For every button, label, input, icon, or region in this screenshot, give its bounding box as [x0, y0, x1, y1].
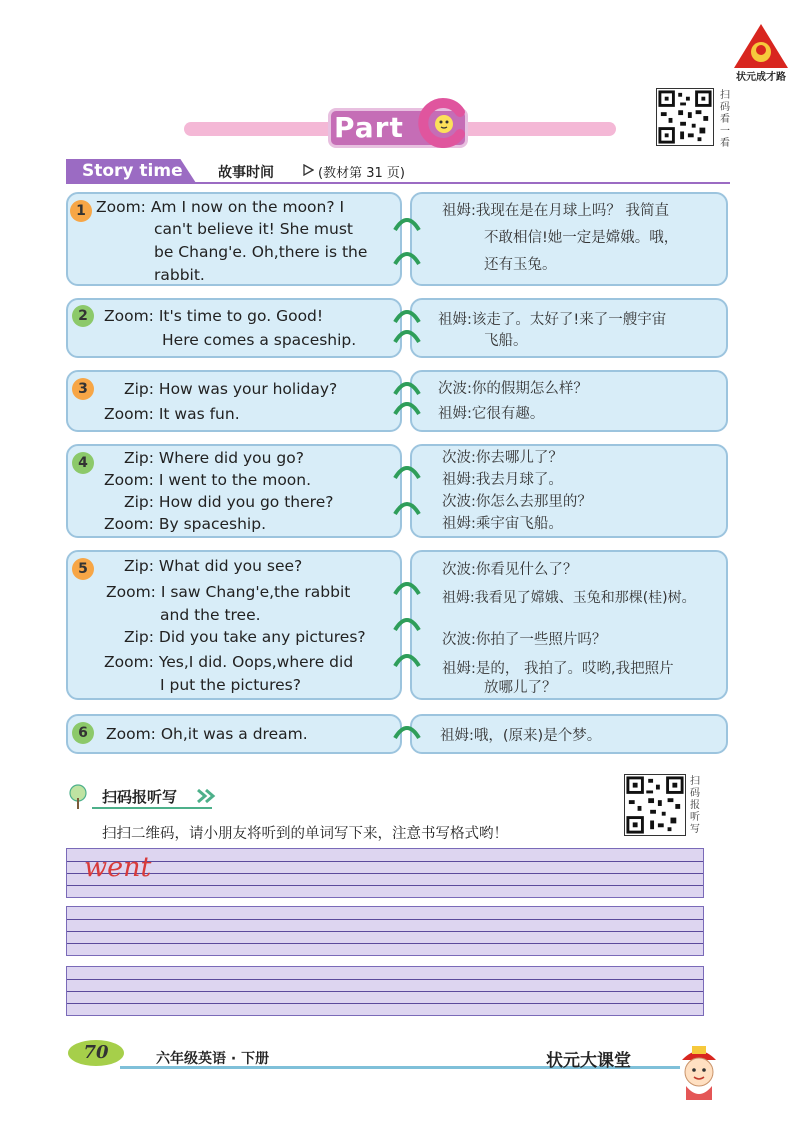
binder-ring-icon — [392, 326, 422, 344]
english-line: rabbit. — [154, 266, 205, 284]
brand-name: 状元大课堂 — [546, 1051, 631, 1071]
english-line: Zoom: I went to the moon. — [104, 471, 312, 489]
binder-ring-icon — [392, 378, 422, 396]
binder-ring-icon — [392, 398, 422, 416]
english-line: Zoom: Am I now on the moon? I — [96, 198, 345, 216]
textbook-reference: (教材第 31 页) — [318, 166, 405, 181]
english-line: and the tree. — [160, 606, 261, 624]
dialog-number: 6 — [72, 722, 94, 744]
chinese-line: 次波:你拍了一些照片吗？ — [442, 632, 607, 648]
chinese-line: 飞船。 — [484, 333, 528, 349]
binder-ring-icon — [392, 722, 422, 740]
english-line: I put the pictures? — [160, 676, 301, 694]
dictation-answer: went — [84, 852, 152, 883]
english-line: Zip: How was your holiday? — [124, 380, 338, 398]
english-line: Zoom: It's time to go. Good! — [104, 307, 324, 325]
binder-ring-icon — [392, 578, 422, 596]
chinese-line: 不敢相信!她一定是嫦娥。哦， — [484, 230, 679, 246]
book-title: 六年级英语 · 下册 — [156, 1051, 270, 1067]
publisher-logo-text: 状元成才路 — [736, 72, 786, 83]
chinese-line: 祖姆:该走了。太好了!来了一艘宇宙 — [438, 312, 667, 328]
binder-ring-icon — [392, 498, 422, 516]
qr-caption: 扫 码 看 一 看 — [720, 90, 730, 149]
dialog-number: 1 — [70, 200, 92, 222]
english-line: Zip: Where did you go? — [124, 449, 304, 467]
english-line: Zoom: Oh,it was a dream. — [106, 725, 308, 743]
binder-ring-icon — [392, 214, 422, 232]
part-letter-c-icon — [418, 96, 470, 148]
page-number: 70 — [83, 1042, 109, 1063]
dialog-number: 4 — [72, 452, 94, 474]
chinese-line: 次波:你的假期怎么样？ — [438, 381, 588, 397]
binder-ring-icon — [392, 650, 422, 668]
english-line: Zip: Did you take any pictures? — [124, 628, 366, 646]
dictation-title: 扫码报听写 — [102, 788, 178, 806]
chinese-line: 祖姆:哦，(原来)是个梦。 — [440, 728, 602, 744]
story-cn-title: 故事时间 — [218, 165, 274, 181]
dialog-number: 5 — [72, 558, 94, 580]
dictation-instruction: 扫扫二维码，请小朋友将听到的单词写下来，注意书写格式哟！ — [102, 826, 508, 842]
mascot-icon — [668, 1040, 730, 1104]
tree-icon — [66, 784, 90, 810]
english-line: Zoom: I saw Chang'e,the rabbit — [106, 583, 351, 601]
binder-ring-icon — [392, 248, 422, 266]
dictation-underline — [92, 807, 212, 809]
english-line: Here comes a spaceship. — [162, 331, 357, 349]
chinese-line: 次波:你去哪儿了？ — [442, 450, 563, 466]
qr-caption: 扫 码 报 听 写 — [690, 776, 700, 835]
chinese-line: 次波:你看见什么了？ — [442, 562, 578, 578]
writing-lines-1[interactable] — [66, 848, 704, 898]
chinese-line: 祖姆:我去月球了。 — [442, 472, 563, 488]
audio-play-icon[interactable] — [302, 164, 314, 176]
english-line: Zip: How did you go there? — [124, 493, 334, 511]
story-time-label: Story time — [82, 161, 183, 181]
chinese-line: 祖姆:我现在是在月球上吗？ 我简直 — [442, 203, 669, 219]
english-line: Zoom: By spaceship. — [104, 515, 267, 533]
part-word: Part — [334, 111, 404, 144]
writing-lines-3[interactable] — [66, 966, 704, 1016]
qr-code-icon[interactable] — [656, 88, 714, 146]
binder-ring-icon — [392, 462, 422, 480]
double-chevron-icon — [196, 788, 220, 804]
chinese-line: 祖姆:我看见了嫦娥、玉兔和那棵(桂)树。 — [442, 590, 696, 606]
writing-lines-2[interactable] — [66, 906, 704, 956]
english-line: Zip: What did you see? — [124, 557, 303, 575]
chinese-line: 次波:你怎么去那里的？ — [442, 494, 592, 510]
dialog-number: 2 — [72, 305, 94, 327]
chinese-line: 祖姆:它很有趣。 — [438, 406, 545, 422]
binder-ring-icon — [392, 306, 422, 324]
chinese-line: 还有玉兔。 — [484, 257, 557, 273]
english-line: can't believe it! She must — [154, 220, 353, 238]
dialog-number: 3 — [72, 378, 94, 400]
story-divider — [66, 182, 730, 184]
english-line: Zoom: It was fun. — [104, 405, 240, 423]
chinese-line: 祖姆:乘宇宙飞船。 — [442, 516, 563, 532]
english-line: be Chang'e. Oh,there is the — [154, 243, 368, 261]
chinese-line: 放哪儿了？ — [484, 680, 557, 696]
english-line: Zoom: Yes,I did. Oops,where did — [104, 653, 354, 671]
binder-ring-icon — [392, 614, 422, 632]
chinese-line: 祖姆:是的， 我拍了。哎哟,我把照片 — [442, 661, 674, 677]
qr-code-icon[interactable] — [624, 774, 686, 836]
